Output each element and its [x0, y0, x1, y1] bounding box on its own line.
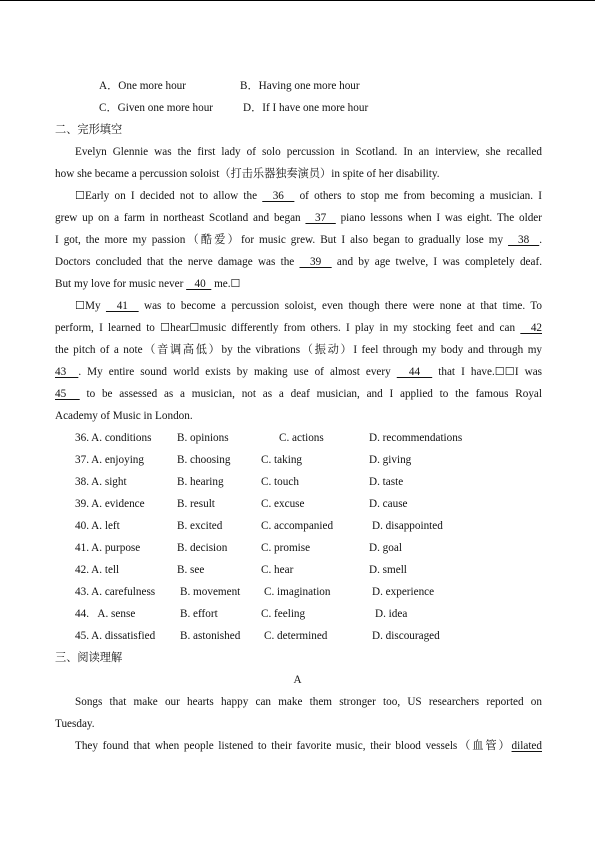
question-choice-a: 43. A. carefulness: [75, 586, 156, 598]
question-choice-c: C. excuse: [261, 498, 305, 510]
question-choice-c: C. actions: [279, 432, 324, 444]
question-choice-d: D. taste: [369, 476, 404, 488]
cloze-line: Evelyn Glennie was the first lady of solo percussion in Scotland. In an interview, she recalled: [75, 146, 542, 158]
question-choice-d: D. discouraged: [372, 630, 440, 642]
section-heading-cloze: 二、完形填空: [55, 124, 123, 136]
glossed-word: dilated: [511, 740, 542, 752]
blank-41: 41: [105, 300, 139, 312]
cloze-line: Doctors concluded that the nerve damage was the 39 and by age twelve, I was completely deaf.: [55, 256, 542, 268]
question-choice-d: D. smell: [369, 564, 407, 576]
question-choice-a: 44. A. sense: [75, 608, 136, 620]
blank-39: 39: [299, 256, 332, 268]
question-choice-b: B. effort: [180, 608, 218, 620]
question-choice-b: B. decision: [177, 542, 228, 554]
question-choice-b: B. see: [177, 564, 205, 576]
cloze-line: 43 . My entire sound world exists by making use of almost every 44 that I have.☐☐I was: [55, 366, 543, 378]
blank-37: 37: [305, 212, 336, 224]
cloze-line: ☐My 41 was to become a percussion soloist, even though there were none at that time. To: [75, 300, 542, 312]
question-choice-c: C. determined: [264, 630, 328, 642]
cloze-line: perform, I learned to ☐hear☐music differently from others. I play in my stocking feet and can 42: [55, 322, 542, 334]
blank-42: 42: [520, 322, 542, 334]
blank-44: 44: [396, 366, 433, 378]
question-choice-b: B. opinions: [177, 432, 229, 444]
question-choice-d: D. goal: [369, 542, 402, 554]
question-choice-d: D. experience: [372, 586, 435, 598]
question-choice-b: B. astonished: [180, 630, 241, 642]
passage-letter: A: [293, 674, 302, 686]
cloze-line: ☐Early on I decided not to allow the 36 of others to stop me from becoming a musician. I: [75, 190, 543, 202]
reading-line: They found that when people listened to their favorite music, their blood vessels（血管）dilated: [75, 740, 542, 752]
question-choice-b: B. result: [177, 498, 215, 510]
question-choice-a: 42. A. tell: [75, 564, 120, 576]
blank-40: 40: [186, 278, 212, 290]
question-choice-a: 37. A. enjoying: [75, 454, 144, 466]
question-choice-d: D. recommendations: [369, 432, 463, 444]
option-b: B．Having one more hour: [240, 80, 360, 92]
reading-line: Tuesday.: [55, 718, 95, 730]
cloze-line: But my love for music never 40 me.☐: [55, 278, 241, 290]
question-choice-b: B. movement: [180, 586, 241, 598]
question-choice-d: D. disappointed: [372, 520, 443, 532]
section-heading-reading: 三、阅读理解: [55, 652, 123, 664]
cloze-line: I got, the more my passion（酷爱）for music grew. But I also began to gradually lose my 38 .: [55, 234, 542, 246]
cloze-line: grew up on a farm in northeast Scotland and began 37 piano lessons when I was eight. The older: [55, 212, 542, 224]
question-choice-b: B. choosing: [177, 454, 231, 466]
cloze-line: how she became a percussion soloist（打击乐器独奏演员）in spite of her disability.: [55, 168, 440, 180]
question-choice-d: D. idea: [375, 608, 408, 620]
question-choice-d: D. cause: [369, 498, 408, 510]
option-d: D．If I have one more hour: [243, 102, 369, 114]
reading-line: Songs that make our hearts happy can make them stronger too, US researchers reported on: [75, 696, 542, 708]
question-choice-b: B. hearing: [177, 476, 224, 488]
question-choice-c: C. hear: [261, 564, 294, 576]
question-choice-a: 36. A. conditions: [75, 432, 152, 444]
question-choice-a: 38. A. sight: [75, 476, 127, 488]
question-choice-c: C. accompanied: [261, 520, 334, 532]
question-choice-a: 45. A. dissatisfied: [75, 630, 156, 642]
option-c: C．Given one more hour: [99, 102, 214, 114]
cloze-line: the pitch of a note（音调高低）by the vibrations（振动）I feel through my body and through my: [55, 344, 542, 356]
question-choice-c: C. feeling: [261, 608, 306, 620]
question-choice-c: C. imagination: [264, 586, 331, 598]
question-choice-a: 41. A. purpose: [75, 542, 141, 554]
blank-36: 36: [262, 190, 295, 202]
question-choice-c: C. promise: [261, 542, 311, 554]
blank-43: 43: [55, 366, 79, 378]
blank-38: 38: [508, 234, 540, 246]
question-choice-a: 39. A. evidence: [75, 498, 145, 510]
cloze-line: Academy of Music in London.: [55, 410, 193, 422]
option-a: A．One more hour: [99, 80, 186, 92]
question-choice-b: B. excited: [177, 520, 223, 532]
blank-45: 45: [55, 388, 80, 400]
question-choice-d: D. giving: [369, 454, 412, 466]
question-choice-c: C. touch: [261, 476, 299, 488]
question-choice-c: C. taking: [261, 454, 303, 466]
question-choice-a: 40. A. left: [75, 520, 120, 532]
cloze-line: 45 to be assessed as a musician, not as a deaf musician, and I applied to the famous Royal: [55, 388, 542, 400]
